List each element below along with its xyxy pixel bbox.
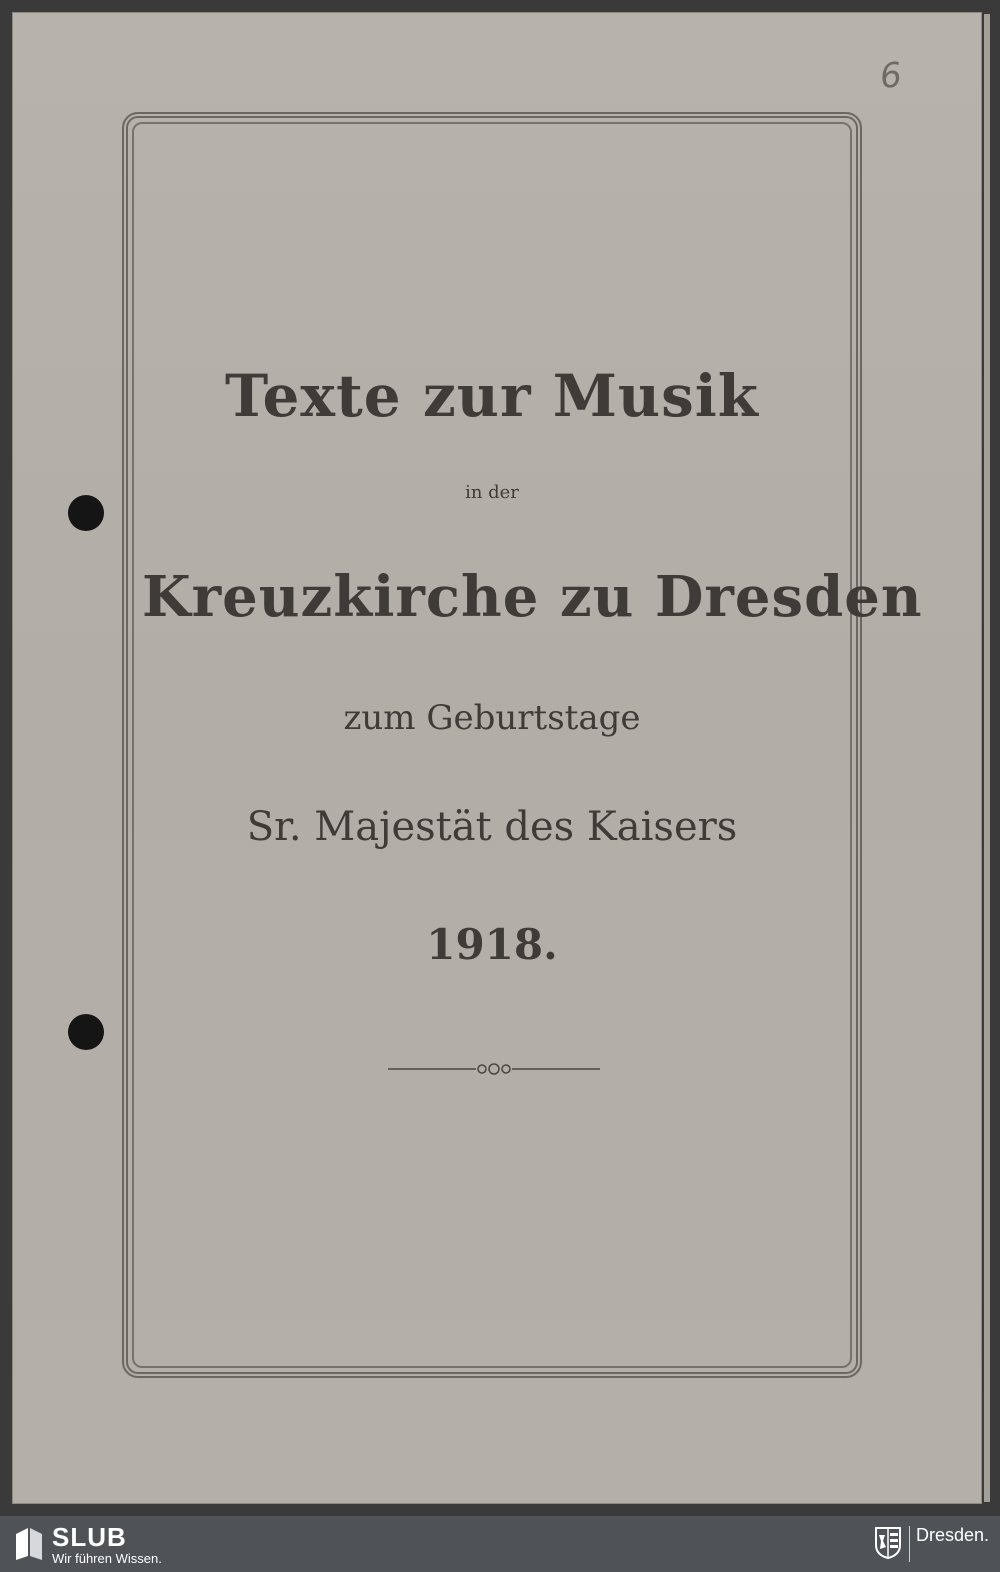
library-tagline: Wir führen Wissen. bbox=[52, 1551, 162, 1566]
connector-text: in der bbox=[465, 482, 519, 503]
occasion-text: zum Geburtstage bbox=[343, 698, 641, 738]
book-icon bbox=[14, 1526, 44, 1562]
city-name: Dresden. bbox=[916, 1525, 990, 1545]
library-name: SLUB bbox=[52, 1522, 127, 1552]
footer-bar bbox=[0, 1516, 1000, 1572]
punch-hole bbox=[68, 495, 104, 531]
coat-of-arms-icon bbox=[875, 1527, 901, 1559]
person-text: Sr. Majestät des Kaisers bbox=[246, 804, 738, 850]
page-number: 6 bbox=[877, 54, 904, 98]
decorative-frame-inner bbox=[132, 122, 923, 1368]
venue-text: Kreuzkirche zu Dresden bbox=[142, 564, 923, 630]
punch-hole bbox=[68, 1014, 104, 1050]
paper-edge bbox=[984, 14, 990, 1502]
document-title: Texte zur Musik bbox=[225, 362, 759, 430]
year-text: 1918. bbox=[426, 920, 558, 969]
ornament-divider bbox=[388, 1060, 600, 1078]
footer-divider bbox=[909, 1526, 910, 1562]
